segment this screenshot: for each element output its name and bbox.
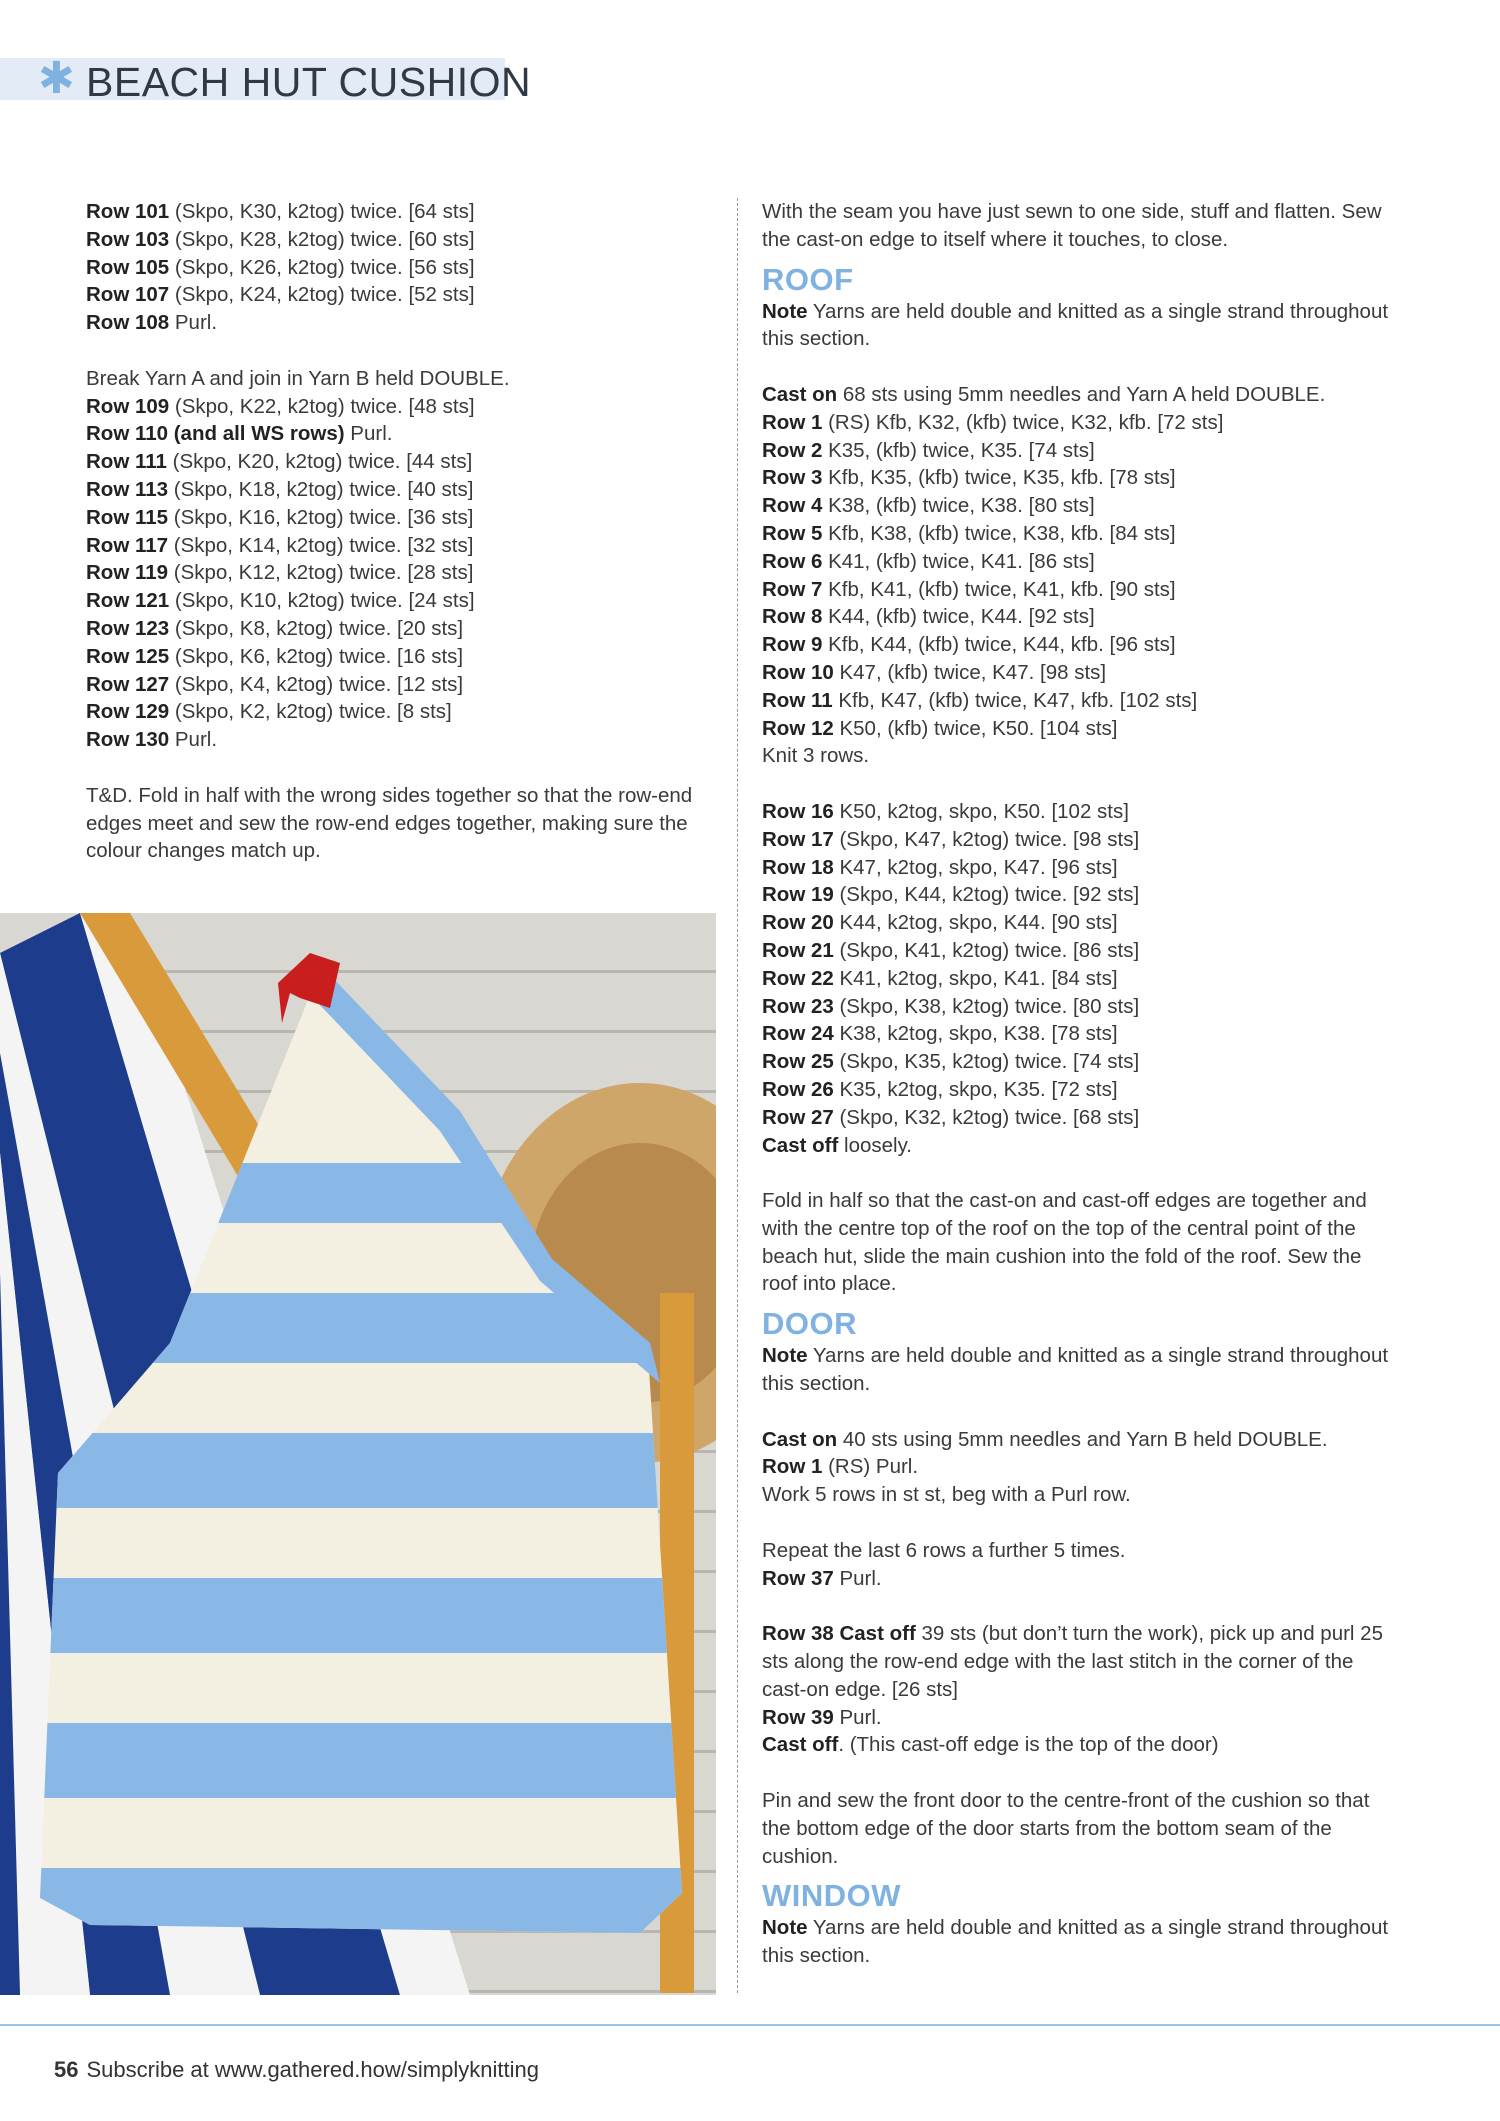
instruction-line bbox=[86, 726, 716, 754]
instruction-text: Yarns are held double and knitted as a single strand throughout this section. bbox=[762, 299, 1389, 351]
row-label: Cast off bbox=[762, 1133, 839, 1157]
instruction-text: (Skpo, K16, k2tog) twice. [36 sts] bbox=[168, 505, 474, 529]
instruction-text: K35, (kfb) twice, K35. [74 sts] bbox=[822, 438, 1095, 462]
instruction-line bbox=[762, 1565, 1402, 1593]
row-label: Row 27 bbox=[762, 1105, 834, 1129]
row-label: Row 19 bbox=[762, 883, 834, 907]
instruction-line bbox=[762, 715, 1402, 743]
row-label: Row 21 bbox=[762, 938, 834, 962]
instruction-text: (Skpo, K35, k2tog) twice. [74 sts] bbox=[833, 1050, 1140, 1074]
instruction-text: (Skpo, K30, k2tog) twice. [64 sts] bbox=[169, 200, 475, 223]
instruction-text: K41, k2tog, skpo, K41. [84 sts] bbox=[833, 966, 1118, 990]
instruction-line bbox=[762, 993, 1402, 1021]
row-label: Row 20 bbox=[762, 911, 834, 935]
instruction-line bbox=[762, 826, 1402, 854]
instruction-line bbox=[86, 476, 716, 504]
pattern-column-left bbox=[86, 198, 716, 865]
instruction-line bbox=[86, 420, 716, 448]
row-label: Row 109 bbox=[86, 394, 170, 418]
row-label: Row 1 bbox=[762, 410, 823, 434]
instruction-line bbox=[762, 1020, 1402, 1048]
row-label: Row 2 bbox=[762, 438, 823, 462]
instruction-line bbox=[86, 671, 716, 699]
row-label: Row 113 bbox=[86, 477, 169, 501]
row-label: Row 9 bbox=[762, 633, 823, 657]
section-heading: DOOR bbox=[762, 1306, 857, 1342]
row-label: Row 24 bbox=[762, 1022, 834, 1046]
instruction-text: Purl. bbox=[344, 422, 393, 446]
paragraph-gap bbox=[762, 770, 1402, 798]
subscribe-text: Subscribe at www.gathered.how/simplyknitting bbox=[86, 2057, 539, 2082]
paragraph-gap bbox=[762, 1509, 1402, 1537]
row-label: Note bbox=[762, 1916, 808, 1940]
instruction-line bbox=[762, 742, 1402, 770]
instruction-text: K50, k2tog, skpo, K50. [102 sts] bbox=[833, 799, 1129, 823]
instruction-line bbox=[762, 198, 1402, 254]
instruction-text: Work 5 rows in st st, beg with a Purl row. bbox=[762, 1483, 1131, 1507]
instruction-text: Purl. bbox=[833, 1566, 882, 1590]
instruction-text: (Skpo, K38, k2tog) twice. [80 sts] bbox=[833, 994, 1140, 1018]
instruction-text: (Skpo, K14, k2tog) twice. [32 sts] bbox=[168, 533, 474, 557]
instruction-line bbox=[762, 603, 1402, 631]
row-label: Row 10 bbox=[762, 660, 834, 684]
instruction-text: (Skpo, K2, k2tog) twice. [8 sts] bbox=[169, 700, 452, 724]
instruction-text: (Skpo, K22, k2tog) twice. [48 sts] bbox=[169, 394, 475, 418]
instruction-line bbox=[762, 1787, 1402, 1870]
instruction-text: T&D. Fold in half with the wrong sides together so that the row-end edges meet and sew the row-end edges together, making sure the colour changes match up. bbox=[86, 783, 693, 863]
instruction-line bbox=[762, 1537, 1402, 1565]
row-label: Row 23 bbox=[762, 994, 834, 1018]
row-label: Row 108 bbox=[86, 311, 170, 335]
instruction-line bbox=[86, 615, 716, 643]
instruction-text: Pin and sew the front door to the centre-front of the cushion so that the bottom edge of the door starts from the bottom seam of the cushion. bbox=[762, 1789, 1370, 1868]
instruction-line bbox=[86, 643, 716, 671]
instruction-line bbox=[762, 1342, 1402, 1398]
instruction-text: (Skpo, K6, k2tog) twice. [16 sts] bbox=[169, 644, 464, 668]
row-label: Row 22 bbox=[762, 966, 834, 990]
instruction-text: Purl. bbox=[833, 1705, 882, 1729]
instruction-line bbox=[762, 1620, 1402, 1703]
instruction-text: (Skpo, K4, k2tog) twice. [12 sts] bbox=[169, 672, 464, 696]
instruction-text: Fold in half so that the cast-on and cast-off edges are together and with the centre top of the roof on the top of the central point of the beach hut, slide the main cushion into the fold of the roof. Sew the roof into place. bbox=[762, 1189, 1367, 1296]
row-label: Row 3 bbox=[762, 466, 823, 490]
column-divider bbox=[737, 198, 738, 1993]
instruction-line bbox=[86, 309, 716, 337]
section-heading: ROOF bbox=[762, 261, 854, 297]
instruction-line bbox=[762, 1453, 1402, 1481]
instruction-text: (Skpo, K28, k2tog) twice. [60 sts] bbox=[169, 227, 475, 251]
row-label: Row 17 bbox=[762, 827, 834, 851]
row-label: Row 110 (and all WS rows) bbox=[86, 422, 345, 446]
instruction-line bbox=[762, 381, 1402, 409]
row-label: Row 121 bbox=[86, 589, 170, 613]
instruction-line bbox=[86, 782, 716, 865]
instruction-line bbox=[762, 409, 1402, 437]
instruction-text: (RS) Kfb, K32, (kfb) twice, K32, kfb. [72 sts] bbox=[822, 410, 1224, 434]
instruction-text: (Skpo, K20, k2tog) twice. [44 sts] bbox=[166, 450, 473, 474]
row-label: Row 11 bbox=[762, 688, 833, 712]
instruction-line bbox=[762, 1704, 1402, 1732]
paragraph-gap bbox=[762, 1398, 1402, 1426]
instruction-line bbox=[86, 448, 716, 476]
instruction-line bbox=[762, 798, 1402, 826]
row-label: Row 130 bbox=[86, 728, 170, 752]
row-label: Row 129 bbox=[86, 700, 170, 724]
row-label: Row 115 bbox=[86, 505, 169, 529]
instruction-text: K35, k2tog, skpo, K35. [72 sts] bbox=[833, 1077, 1118, 1101]
instruction-text: (Skpo, K44, k2tog) twice. [92 sts] bbox=[833, 883, 1140, 907]
instruction-text: 40 sts using 5mm needles and Yarn B held DOUBLE. bbox=[837, 1427, 1328, 1451]
row-label: Cast off bbox=[762, 1733, 839, 1757]
instruction-line bbox=[762, 1076, 1402, 1104]
instruction-line bbox=[762, 1731, 1402, 1759]
page-number: 56 bbox=[54, 2057, 79, 2082]
instruction-line bbox=[762, 909, 1402, 937]
instruction-line bbox=[762, 631, 1402, 659]
instruction-text: K50, (kfb) twice, K50. [104 sts] bbox=[833, 716, 1118, 740]
row-label: Row 101 bbox=[86, 200, 170, 223]
row-label: Note bbox=[762, 299, 808, 323]
instruction-line bbox=[762, 965, 1402, 993]
row-label: Row 111 bbox=[86, 450, 167, 474]
instruction-text: K38, (kfb) twice, K38. [80 sts] bbox=[822, 494, 1095, 518]
instruction-text: Kfb, K35, (kfb) twice, K35, kfb. [78 sts] bbox=[822, 466, 1176, 490]
instruction-line bbox=[762, 1132, 1402, 1160]
row-label: Row 6 bbox=[762, 549, 823, 573]
instruction-line bbox=[86, 281, 716, 309]
instruction-text: Repeat the last 6 rows a further 5 times. bbox=[762, 1538, 1126, 1562]
row-label: Cast on bbox=[762, 382, 838, 406]
instruction-text: (Skpo, K32, k2tog) twice. [68 sts] bbox=[833, 1105, 1140, 1129]
instruction-text: (Skpo, K41, k2tog) twice. [86 sts] bbox=[833, 938, 1140, 962]
instruction-line bbox=[86, 559, 716, 587]
instruction-text: Purl. bbox=[169, 311, 218, 335]
instruction-text: . (This cast-off edge is the top of the door) bbox=[838, 1733, 1219, 1757]
instruction-text: (Skpo, K10, k2tog) twice. [24 sts] bbox=[169, 589, 475, 613]
row-label: Row 119 bbox=[86, 561, 169, 585]
instruction-line bbox=[762, 298, 1402, 354]
row-label: Row 123 bbox=[86, 616, 170, 640]
row-label: Row 1 bbox=[762, 1455, 823, 1479]
instruction-text: K38, k2tog, skpo, K38. [78 sts] bbox=[833, 1022, 1118, 1046]
instruction-line bbox=[762, 854, 1402, 882]
row-label: Row 105 bbox=[86, 255, 170, 279]
instruction-text: Break Yarn A and join in Yarn B held DOUBLE. bbox=[86, 366, 510, 390]
cushion-photo bbox=[0, 913, 716, 1995]
instruction-text: K47, (kfb) twice, K47. [98 sts] bbox=[833, 660, 1107, 684]
row-label: Row 8 bbox=[762, 605, 823, 629]
instruction-text: (Skpo, K18, k2tog) twice. [40 sts] bbox=[168, 477, 474, 501]
row-label: Note bbox=[762, 1344, 808, 1368]
instruction-text: K41, (kfb) twice, K41. [86 sts] bbox=[822, 549, 1095, 573]
instruction-line bbox=[762, 881, 1402, 909]
instruction-line bbox=[86, 698, 716, 726]
instruction-line bbox=[762, 464, 1402, 492]
row-label: Row 16 bbox=[762, 799, 834, 823]
instruction-text: K44, (kfb) twice, K44. [92 sts] bbox=[822, 605, 1095, 629]
instruction-line bbox=[86, 198, 716, 226]
row-label: Row 107 bbox=[86, 283, 170, 307]
instruction-line bbox=[762, 1426, 1402, 1454]
row-label: Cast on bbox=[762, 1427, 838, 1451]
row-label: Row 7 bbox=[762, 577, 823, 601]
instruction-text: 68 sts using 5mm needles and Yarn A held DOUBLE. bbox=[837, 382, 1326, 406]
row-label: Row 37 bbox=[762, 1566, 834, 1590]
row-label: Row 25 bbox=[762, 1050, 834, 1074]
row-label: Row 26 bbox=[762, 1077, 834, 1101]
instruction-line bbox=[86, 587, 716, 615]
instruction-line bbox=[762, 1187, 1402, 1298]
instruction-text: (Skpo, K24, k2tog) twice. [52 sts] bbox=[169, 283, 475, 307]
instruction-line bbox=[762, 1481, 1402, 1509]
instruction-line bbox=[762, 659, 1402, 687]
row-label: Row 125 bbox=[86, 644, 170, 668]
pattern-column-right bbox=[762, 198, 1402, 1970]
instruction-text: Knit 3 rows. bbox=[762, 744, 870, 768]
instruction-line bbox=[86, 226, 716, 254]
instruction-text: loosely. bbox=[838, 1133, 912, 1157]
instruction-line bbox=[762, 520, 1402, 548]
paragraph-gap bbox=[762, 1592, 1402, 1620]
instruction-text: (Skpo, K47, k2tog) twice. [98 sts] bbox=[833, 827, 1140, 851]
instruction-line bbox=[86, 532, 716, 560]
instruction-line bbox=[762, 1104, 1402, 1132]
paragraph-gap bbox=[86, 337, 716, 365]
instruction-text: Kfb, K44, (kfb) twice, K44, kfb. [96 sts] bbox=[822, 633, 1176, 657]
section-heading: WINDOW bbox=[762, 1878, 902, 1914]
instruction-text: (RS) Purl. bbox=[822, 1455, 919, 1479]
row-label: Row 103 bbox=[86, 227, 170, 251]
instruction-text: With the seam you have just sewn to one side, stuff and flatten. Sew the cast-on edge to itself where it touches, to close. bbox=[762, 200, 1382, 251]
instruction-text: K47, k2tog, skpo, K47. [96 sts] bbox=[833, 855, 1118, 879]
instruction-line bbox=[762, 937, 1402, 965]
asterisk-flower-icon: ✱ bbox=[38, 53, 75, 104]
instruction-text: Yarns are held double and knitted as a single strand throughout this section. bbox=[762, 1916, 1389, 1968]
row-label: Row 39 bbox=[762, 1705, 834, 1729]
instruction-line bbox=[762, 1048, 1402, 1076]
instruction-line bbox=[762, 1914, 1402, 1970]
instruction-line bbox=[762, 492, 1402, 520]
footer-rule bbox=[0, 2024, 1500, 2026]
instruction-text: K44, k2tog, skpo, K44. [90 sts] bbox=[833, 911, 1118, 935]
instruction-text: (Skpo, K26, k2tog) twice. [56 sts] bbox=[169, 255, 475, 279]
instruction-text: (Skpo, K12, k2tog) twice. [28 sts] bbox=[168, 561, 474, 585]
instruction-line bbox=[762, 687, 1402, 715]
instruction-line bbox=[86, 504, 716, 532]
instruction-line bbox=[86, 393, 716, 421]
row-label: Row 127 bbox=[86, 672, 170, 696]
instruction-line bbox=[762, 437, 1402, 465]
instruction-line bbox=[762, 548, 1402, 576]
instruction-line bbox=[762, 576, 1402, 604]
row-label: Row 5 bbox=[762, 521, 823, 545]
row-label: Row 12 bbox=[762, 716, 834, 740]
row-label: Row 4 bbox=[762, 494, 823, 518]
row-label: Row 38 Cast off bbox=[762, 1622, 916, 1646]
instruction-text: Purl. bbox=[169, 728, 218, 752]
page-title: BEACH HUT CUSHION bbox=[86, 59, 532, 105]
instruction-text: 39 sts (but don’t turn the work), pick up and purl 25 sts along the row-end edge with the last stitch in the corner of the cast-on edge. [26 sts] bbox=[762, 1622, 1383, 1701]
paragraph-gap bbox=[86, 754, 716, 782]
paragraph-gap bbox=[762, 1759, 1402, 1787]
instruction-text: Kfb, K38, (kfb) twice, K38, kfb. [84 sts] bbox=[822, 521, 1176, 545]
instruction-line bbox=[86, 254, 716, 282]
instruction-text: Yarns are held double and knitted as a single strand throughout this section. bbox=[762, 1344, 1389, 1396]
instruction-text: (Skpo, K8, k2tog) twice. [20 sts] bbox=[169, 616, 464, 640]
instruction-text: Kfb, K47, (kfb) twice, K47, kfb. [102 sts] bbox=[832, 688, 1198, 712]
instruction-line bbox=[86, 365, 716, 393]
page-footer bbox=[54, 2056, 539, 2084]
paragraph-gap bbox=[762, 353, 1402, 381]
paragraph-gap bbox=[762, 1159, 1402, 1187]
row-label: Row 18 bbox=[762, 855, 834, 879]
row-label: Row 117 bbox=[86, 533, 169, 557]
instruction-text: Kfb, K41, (kfb) twice, K41, kfb. [90 sts] bbox=[822, 577, 1176, 601]
